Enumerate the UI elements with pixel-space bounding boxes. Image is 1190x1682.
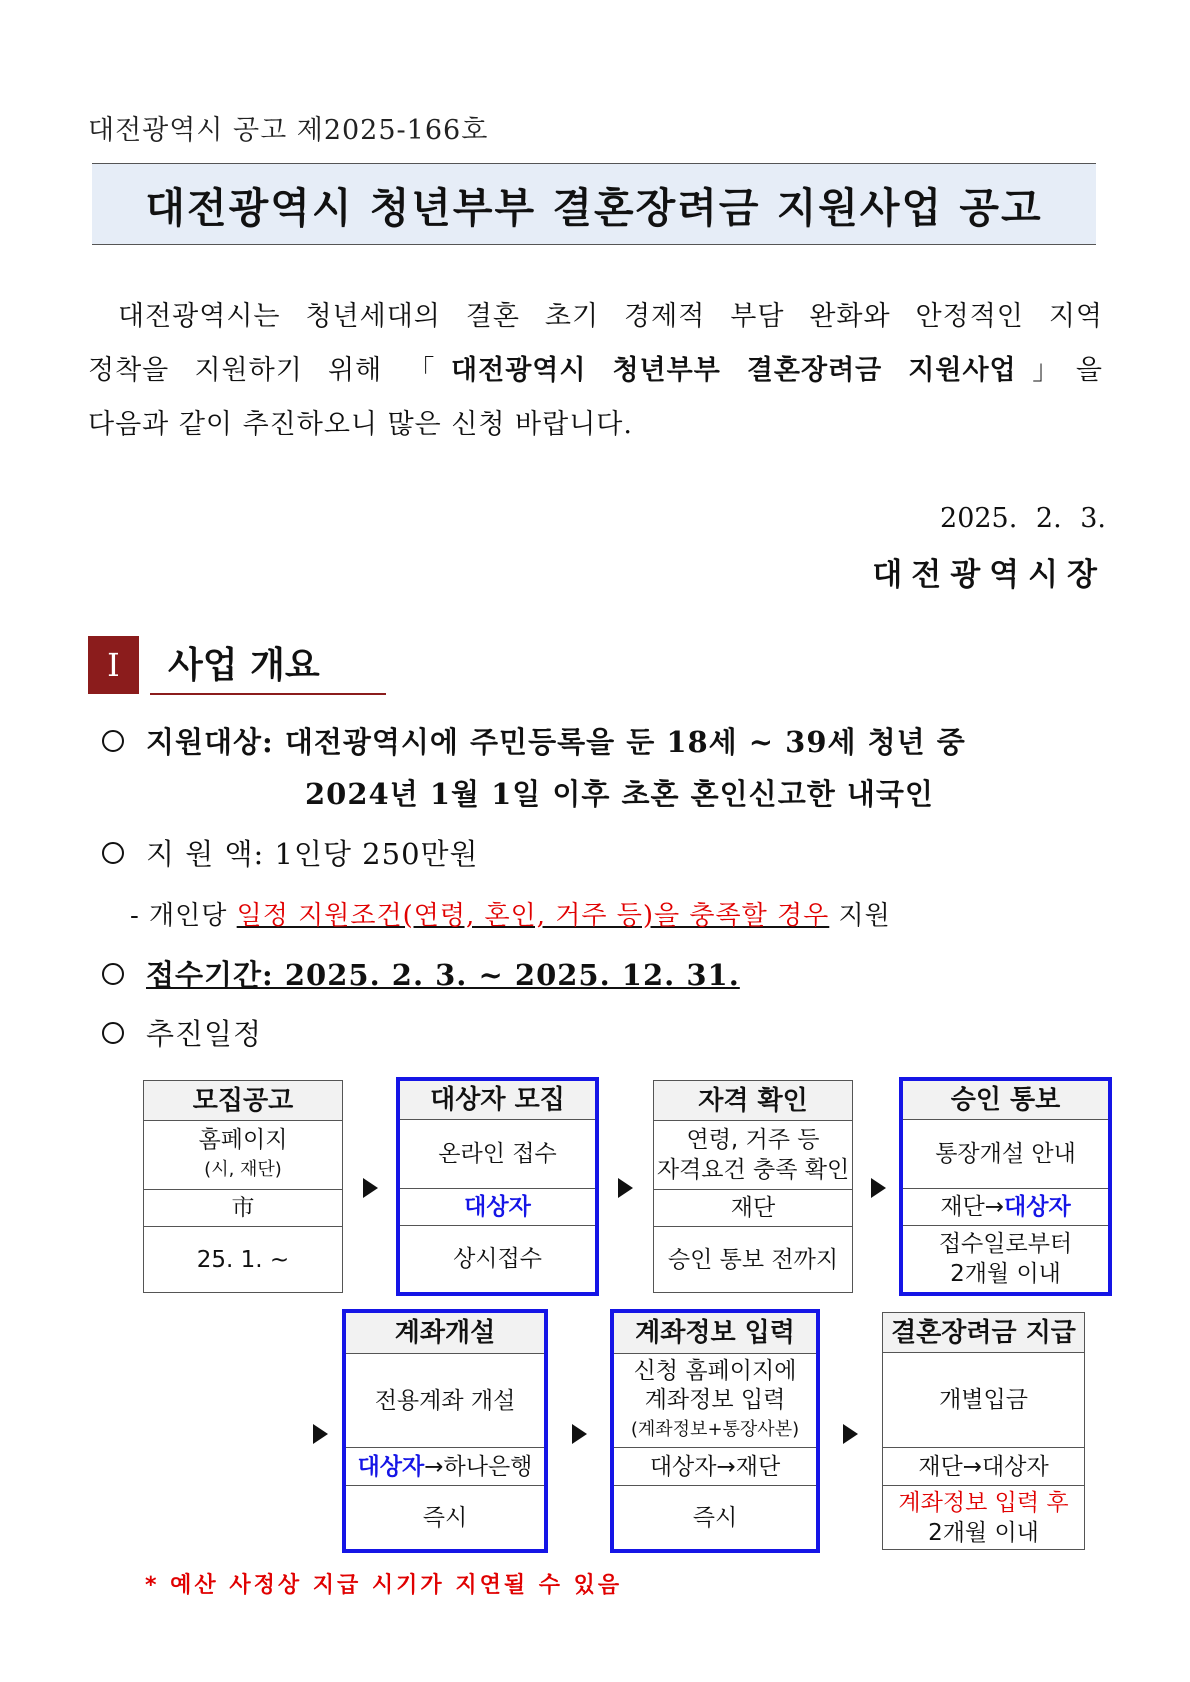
flow-step-account-open xyxy=(342,1309,548,1553)
step-actor-a: 대상자 xyxy=(357,1453,425,1480)
step-head: 모집공고 xyxy=(144,1081,342,1120)
step-head: 결혼장려금 지급 xyxy=(883,1313,1084,1352)
step-when xyxy=(883,1485,1084,1549)
step-actor xyxy=(346,1447,544,1485)
target-label: 지원대상: xyxy=(146,725,285,759)
footnote: * 예산 사정상 지급 시기가 지연될 수 있음 xyxy=(145,1573,623,1598)
schedule-label: 추진일정 xyxy=(146,1017,263,1051)
intro-line-2 xyxy=(88,344,1103,398)
step-desc-2: (시, 재단) xyxy=(204,1159,282,1180)
circle-bullet-icon xyxy=(102,730,124,752)
target-line-1: 대전광역시에 주민등록을 둔 18세 ~ 39세 청년 중 xyxy=(284,725,966,759)
flow-step-payment xyxy=(882,1312,1085,1550)
step-actor: 재단 xyxy=(654,1189,852,1226)
step-actor-b: 대상자 xyxy=(1004,1194,1071,1220)
bullet-period xyxy=(102,953,740,994)
arrow-right-icon xyxy=(871,1178,886,1198)
circle-bullet-icon xyxy=(102,842,124,864)
flow-step-recruit-notice xyxy=(143,1080,343,1293)
flow-step-eligibility-check xyxy=(653,1080,853,1293)
arrow-right-icon xyxy=(572,1424,587,1444)
step-head: 계좌개설 xyxy=(346,1313,544,1353)
program-name: 대전광역시 청년부부 결혼장려금 지원사업 xyxy=(451,355,1017,386)
target-line-2: 2024년 1월 1일 이후 초혼 혼인신고한 내국인 xyxy=(305,777,934,811)
signer: 대전광역시장 xyxy=(872,557,1106,593)
circle-bullet-icon xyxy=(102,963,124,985)
notice-date: 2025. 2. 3. xyxy=(940,503,1106,534)
step-actor-a: 재단→ xyxy=(940,1194,1005,1220)
page-title: 대전광역시 청년부부 결혼장려금 지원사업 공고 xyxy=(145,183,1043,232)
section-underline xyxy=(150,693,386,695)
step-actor: 대상자→재단 xyxy=(614,1447,816,1485)
circle-bullet-icon xyxy=(102,1022,124,1044)
step-when-1: 계좌정보 입력 후 xyxy=(898,1489,1069,1516)
arrow-right-icon xyxy=(313,1424,328,1444)
step-when: 상시접수 xyxy=(400,1225,595,1292)
step-when-2: 2개월 이내 xyxy=(950,1261,1061,1287)
step-when: 25. 1. ~ xyxy=(144,1226,342,1292)
step-actor xyxy=(903,1188,1108,1225)
step-desc-2: 자격요건 충족 확인 xyxy=(656,1157,850,1183)
step-actor: 市 xyxy=(144,1189,342,1226)
step-desc-2: 계좌정보 입력 xyxy=(644,1387,786,1413)
arrow-right-icon xyxy=(843,1424,858,1444)
bullet-amount xyxy=(102,832,479,873)
step-when: 즉시 xyxy=(346,1485,544,1549)
step-actor: 대상자 xyxy=(400,1188,595,1225)
intro-line-2-post: 」을 xyxy=(1016,355,1103,386)
period-text: 접수기간: 2025. 2. 3. ~ 2025. 12. 31. xyxy=(146,958,740,992)
step-head: 승인 통보 xyxy=(903,1081,1108,1119)
step-desc-1: 연령, 거주 등 xyxy=(686,1127,820,1153)
step-when: 즉시 xyxy=(614,1485,816,1549)
step-desc-1: 온라인 접수 xyxy=(400,1119,595,1188)
step-desc-1: 홈페이지 xyxy=(198,1127,288,1153)
step-actor-b: →하나은행 xyxy=(424,1453,533,1480)
step-when-2: 2개월 이내 xyxy=(928,1519,1039,1546)
section-title: 사업 개요 xyxy=(168,645,320,686)
arrow-right-icon xyxy=(363,1178,378,1198)
bullet-schedule xyxy=(102,1012,262,1053)
condition-pre: - 개인당 xyxy=(130,901,237,931)
step-head: 자격 확인 xyxy=(654,1081,852,1120)
flow-step-approval-notice xyxy=(899,1077,1112,1296)
flow-step-account-info-input xyxy=(610,1309,820,1553)
intro-line-1: 대전광역시는 청년세대의 결혼 초기 경제적 부담 완화와 안정적인 지역 xyxy=(118,301,1103,332)
step-head: 대상자 모집 xyxy=(400,1081,595,1119)
title-banner xyxy=(92,163,1096,245)
intro-line-2-pre: 정착을 지원하기 위해 「 xyxy=(88,355,452,386)
step-desc-3: (계좌정보+통장사본) xyxy=(630,1419,800,1440)
bullet-target xyxy=(102,720,966,761)
step-desc xyxy=(654,1120,852,1189)
step-desc-1: 개별입금 xyxy=(883,1352,1084,1447)
step-desc-1: 전용계좌 개설 xyxy=(346,1353,544,1447)
amount-value: 1인당 250만원 xyxy=(274,837,479,871)
step-desc-1: 신청 홈페이지에 xyxy=(633,1358,797,1384)
condition-post: 지원 xyxy=(829,901,891,931)
step-desc xyxy=(144,1120,342,1189)
step-when: 승인 통보 전까지 xyxy=(654,1226,852,1292)
section-number: I xyxy=(88,636,139,694)
step-desc-1: 통장개설 안내 xyxy=(903,1119,1108,1188)
amount-label: 지 원 액: xyxy=(146,837,275,871)
condition-highlight: 일정 지원조건(연령, 혼인, 거주 등)을 충족할 경우 xyxy=(236,901,830,931)
step-when-1: 접수일로부터 xyxy=(938,1231,1073,1257)
notice-number: 대전광역시 공고 제2025-166호 xyxy=(88,115,489,146)
arrow-right-icon xyxy=(618,1178,633,1198)
amount-condition xyxy=(130,895,891,932)
step-when xyxy=(903,1225,1108,1292)
step-desc xyxy=(614,1353,816,1447)
step-actor: 재단→대상자 xyxy=(883,1447,1084,1485)
intro-line-3: 다음과 같이 추진하오니 많은 신청 바랍니다. xyxy=(88,409,633,440)
step-head: 계좌정보 입력 xyxy=(614,1313,816,1353)
flow-step-applicant-recruit xyxy=(396,1077,599,1296)
